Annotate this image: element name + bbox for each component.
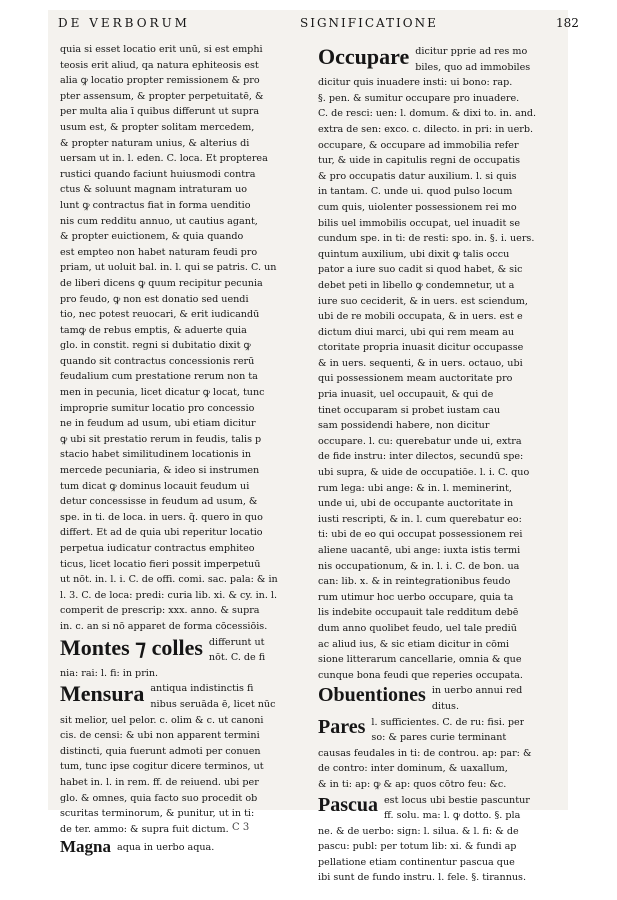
headword-obuentiones: Obuentiones (318, 684, 426, 707)
text-line: perpetua iudicatur contractus emphiteo (60, 543, 255, 554)
text-line: ꝙ ubi sit prestatio rerum in feudis, talis p (60, 433, 262, 445)
text-line: occupare. l. cu: querebatur unde ui, extra (318, 435, 522, 447)
text-line: iusti rescripti, & in. l. cum querebatur eo: (318, 513, 522, 525)
text-line: & propter naturam unius, & alterius di (60, 137, 250, 149)
headword-mensura: Mensura (60, 681, 145, 707)
headword-magna: Magna (60, 837, 111, 857)
text-line: tamꝙ de rebus emptis, & aduerte quia (60, 324, 247, 336)
text-line: §. pen. & sumitur occupare pro inuadere. (318, 92, 520, 104)
text-line: & pro occupatis datur auxilium. l. si quis (318, 170, 517, 182)
text-line: extra de sen: exco. c. dilecto. in pri: in uerb. (318, 123, 534, 135)
text-line: nis occupationum, & in. l. i. C. de bon. ua (318, 560, 520, 572)
text-line: qui possessionem meam auctoritate pro (318, 373, 513, 385)
headword-occupare: Occupare (318, 44, 410, 69)
text-line: nia: rai: l. fi: in prin. (60, 667, 159, 679)
text-line: stacio habet similitudinem locationis in (60, 449, 252, 461)
text-line: glo. & omnes, quia facto suo procedit ob (60, 792, 258, 804)
text-line: rum lega: ubi ange: & in. l. meminerint, (318, 482, 512, 494)
text-line: ne in feudum ad usum, ubi etiam dicitur (60, 418, 256, 430)
text-line: ubi supra, & uide de occupatiōe. l. i. C. quo (318, 467, 530, 479)
text-line: cis. de censi: & ubi non apparent termini (60, 730, 260, 742)
headword-montes: Montes ⁊ colles (60, 634, 203, 660)
text-line: men in pecunia, licet dicatur ꝙ locat, tunc (60, 387, 265, 399)
text-line: sam possidendi habere, non dicitur (318, 420, 490, 432)
running-head-left: DE VERBORUM (58, 16, 190, 30)
text-line: C. de resci: uen: l. domum. & dixi to. in. and. (318, 108, 537, 120)
entry-obuentiones (318, 683, 558, 714)
text-line: ti: ubi de eo qui occupat possessionem rei (318, 529, 523, 541)
text-line: so: & pares curie terminant (371, 732, 507, 744)
text-line: dicitur pprie ad res mo (415, 46, 528, 57)
text-line: in tantam. C. unde ui. quod pulso locum (318, 186, 513, 198)
text-line: distincti, quia fuerunt admoti per conuen (60, 745, 261, 757)
text-line: nōt. C. de fi (208, 652, 266, 664)
text-line: aqua in uerbo aqua. (117, 842, 215, 854)
text-line: feudalium cum prestatione rerum non ta (60, 371, 258, 383)
headword-pascua: Pascua (318, 793, 378, 816)
text-line: de ter. ammo: & supra fuit dictum. (60, 823, 229, 835)
text-line: biles, quo ad immobiles (415, 61, 531, 73)
entry-occupare (318, 44, 558, 683)
text-line: pter assensum, & propter perpetuitatē, & (60, 90, 264, 102)
text-line: sit melior, uel pelor. c. olim & c. ut canoni (60, 714, 264, 726)
text-line: comperit de prescrip: xxx. anno. & supra (60, 605, 260, 617)
text-line: iure suo ceciderit, & in uers. est sciendum, (318, 295, 528, 307)
text-line: spe. in ti. de loca. in uers. q̄. quero in quo (60, 511, 263, 523)
text-line: ubi de re mobili occupata, & in uers. est e (318, 311, 523, 323)
text-line: can: lib. x. & in reintegrationibus feudo (318, 576, 511, 588)
left-text-block (60, 42, 300, 635)
text-line: de fide instru: inter dilectos, secundū spe: (318, 451, 524, 463)
text-line: bilis uel immobilis occupat, uel inuadit se (318, 217, 521, 229)
text-line: ac aliud ius, & sic etiam dicitur in cōmi (318, 638, 510, 650)
text-line: & propter euictionem, & quia quando (60, 231, 244, 243)
text-line: causas feudales in ti: de controu. ap: par: & (318, 747, 532, 759)
running-head-right: SIGNIFICATIONE (300, 16, 438, 30)
entry-mensura (60, 681, 300, 837)
text-line: sione litterarum cancellarie, omnia & que (318, 654, 522, 666)
text-line: glo. in constit. regni si dubitatio dixit ꝙ (60, 340, 251, 352)
headword-pares: Pares (318, 715, 366, 738)
text-line: ticus, licet locatio fieri possit imperpetuū (60, 558, 261, 570)
text-line: & in ti: ap: ꝙ & ap: quos cōtro feu: &c. (318, 778, 507, 790)
text-line: est empteo non habet naturam feudi pro (60, 246, 258, 258)
text-line: usum est, & propter solitam mercedem, (60, 121, 255, 133)
text-line: teosis erit aliud, qa natura ephiteosis est (60, 59, 259, 71)
text-line: ctoritate propria inuasit dicitur occupasse (318, 342, 524, 354)
text-line: lunt ꝙ contractus fiat in forma uenditio (60, 199, 251, 211)
entry-pares (318, 715, 558, 793)
text-line: debet peti in libello ꝙ condemnetur, ut a (318, 279, 515, 291)
text-line: pro feudo, ꝙ non est donatio sed uendi (60, 293, 249, 305)
text-line: ff. solu. ma: l. ꝙ dotto. §. pla (384, 810, 521, 822)
left-column (60, 42, 300, 856)
text-line: mercede pecuniaria, & ideo si instrumen (60, 465, 260, 477)
text-line: cunque bona feudi que reperies occupata. (318, 669, 523, 681)
text-line: dum anno quolibet feudo, uel tale prediū (318, 622, 517, 634)
entry-magna (60, 837, 300, 856)
text-line: dictum diui marci, ubi qui rem meam au (318, 326, 515, 338)
text-line: rum utimur hoc uerbo occupare, quia ta (318, 591, 514, 603)
text-line: tum dicat ꝙ dominus locauit feudum ui (60, 480, 250, 492)
text-line: de contro: inter dominum, & uaxallum, (318, 763, 508, 775)
text-line: & in uers. sequenti, & in uers. octauo, ubi (318, 357, 523, 369)
text-line: differunt ut (208, 636, 265, 648)
text-line: alia ꝙ locatio propter remissionem & pro (60, 75, 260, 87)
text-line: nis cum redditu annuo, ut cautius agant, (60, 215, 258, 227)
text-line: occupare, & occupare ad immobilia refer (318, 139, 519, 151)
right-column (318, 44, 558, 886)
text-line: tio, nec potest reuocari, & erit iudicandū (60, 309, 260, 321)
text-line: pellatione etiam continentur pascua que (318, 856, 515, 868)
text-line: l. 3. C. de loca: predi: curia lib. xi. & cy. in. l. (60, 589, 278, 601)
text-line: improprie sumitur locatio pro concessio (60, 402, 255, 414)
text-line: ne. & de uerbo: sign: l. silua. & l. fi: & de (318, 825, 519, 837)
text-line: ibi sunt de fundo instru. l. fele. §. tirannus. (318, 872, 527, 884)
text-line: tur, & uide in capitulis regni de occupatis (318, 155, 521, 167)
text-line: priam, ut uoluit bal. in. l. qui se patris. C. un (60, 262, 277, 274)
text-line: rustici quando faciunt huiusmodi contra (60, 168, 256, 180)
text-line: cundum spe. in ti: de resti: spo. in. §. i. uers. (318, 233, 535, 245)
text-line: per multa alia ī quibus differunt ut supra (60, 106, 260, 118)
text-line: tum, tunc ipse cogitur dicere terminos, ut (60, 761, 264, 773)
text-line: ditus. (431, 700, 460, 712)
text-line: de liberi dicens ꝙ quum recipitur pecunia (60, 277, 263, 289)
text-line: quando sit contractus concessionis rerū (60, 355, 255, 367)
text-line: quia si esset locatio erit unū, si est emphi (60, 44, 263, 55)
text-line: ut nōt. in. l. i. C. de offi. comi. sac. pala: & in (60, 574, 278, 586)
entry-montes (60, 635, 300, 682)
signature-mark: C 3 (232, 822, 250, 833)
text-line: in. c. an si nō apparet de forma cōcessiōis. (60, 620, 268, 632)
text-line: detur concessisse in feudum ad usum, & (60, 496, 258, 508)
text-line: l. sufficientes. C. de ru: fisi. per (371, 716, 525, 728)
text-line: cum quis, uiolenter possessionem rei mo (318, 201, 517, 213)
text-line: dicitur quis inuadere insti: ui bono: rap. (318, 77, 513, 89)
text-line: habet in. l. in rem. ff. de reiuend. ubi per (60, 776, 259, 788)
text-line: pator a iure suo cadit si quod habet, & sic (318, 264, 523, 276)
entry-pascua (318, 793, 558, 887)
text-line: uersam ut in. l. eden. C. loca. Et propterea (60, 153, 268, 165)
text-line: est locus ubi bestie pascuntur (384, 794, 530, 806)
text-line: aliene uacantē, ubi ange: iuxta istis termi (318, 545, 521, 556)
text-line: nibus seruāda ē, licet nūc (150, 698, 276, 710)
text-line: ctus & soluunt magnam intraturam uo (60, 184, 248, 196)
text-line: pria inuasit, uel occupauit, & qui de (318, 389, 494, 401)
text-line: in uerbo annui red (431, 685, 523, 697)
text-line: scuritas terminorum, & punitur, ut in ti: (60, 808, 255, 820)
text-line: antiqua indistinctis fi (150, 683, 254, 695)
text-line: pascu: publ: per totum lib: xi. & fundi ap (318, 841, 517, 853)
text-line: tinet occuparam si probet iustam cau (318, 404, 501, 416)
text-line: quintum auxilium, ubi dixit ꝙ talis occu (318, 248, 510, 260)
text-line: unde ui, ubi de occupante auctoritate in (318, 498, 514, 510)
page-number: 182 (556, 16, 579, 30)
text-line: differt. Et ad de quia ubi reperitur locatio (60, 527, 263, 539)
text-line: lis indebite occupauit tale redditum debē (318, 607, 519, 619)
